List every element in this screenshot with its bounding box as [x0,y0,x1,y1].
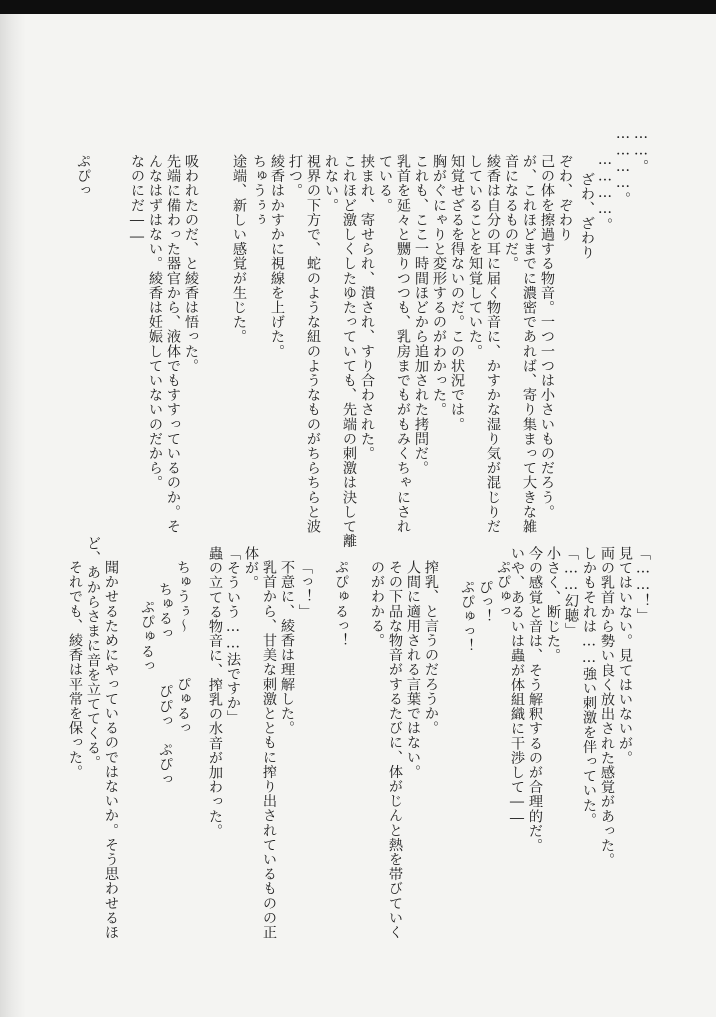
text-line: …………。 [597,152,613,233]
text-line: ぴっ！ [477,580,493,624]
text-line: していることを知覚していた。 [467,154,483,359]
text-line: ……。 [633,126,649,174]
text-line: 乳首を延々と嬲りつつも、乳房までもがもみくちゃにされ [395,154,411,534]
text-line: 見てはいない。見てはいないが。 [617,546,633,765]
text-line: 今の感覚と音は、そう解釈するのが合理的だ。 [527,546,543,853]
text-line: 蟲の立てる物音に、搾乳の水音が加わった。 [207,546,223,838]
text-line: 吸われたのだ、と綾香は悟った。 [183,154,199,373]
text-line: 乳首から、甘美な刺激とともに搾り出されているものの正 [261,560,277,940]
text-line: ぷぴゅっ [495,560,511,619]
text-line: ぷぴゅるっ [139,600,155,673]
text-line: 不意に、綾香は理解した。 [279,560,295,736]
text-line: んなはずはない。綾香は妊娠していないのだから。 [147,154,163,490]
text-line: 「そういう……法ですか」 [225,546,241,725]
text-line: 綾香は自分の耳に届く物音に、かすかな湿り気が混じりだ [485,154,501,534]
text-line: 体が。 [243,546,259,590]
text-line: 「……幻聴」 [563,546,579,638]
text-line: …………。 [615,126,631,207]
text-line: ちゅるっ ぴぴっ ぷぴっ [157,582,173,787]
text-line: 綾香はかすかに視線を上げた。 [269,154,285,359]
text-line: いや、あるいは蟲が体組織に干渉して―― [509,546,525,827]
text-line: 挟まれ、寄せられ、潰され、すり合わされた。 [359,154,375,461]
text-line: 聞かせるためにやっているのではないか。そう思わせるほ [103,560,119,940]
text-line: その下品な物音がするたびに、体がじんと熱を帯びていく [387,560,403,940]
text-line: しかもそれは……強い刺激を伴っていた。 [581,546,597,827]
text-line: ぷぴっ [75,154,91,198]
text-line: これほど激しくしたゆたっていても、先端の刺激は決して離 [341,154,357,549]
text-line: 人間に適用される言葉ではない。 [405,560,421,779]
text-line: のがわかる。 [369,560,385,648]
text-line: 「っ！」 [297,560,313,619]
text-line: 音になるものだ。 [503,154,519,271]
text-line: ぞわ、ぞわり [557,154,573,242]
text-line: ざわ、ざわり [579,172,595,260]
text-line: が、これほどまでに濃密であれば、寄り集まって大きな雑 [521,154,537,534]
text-line: 己の体を擦過する物音。一つ一つは小さいものだろう。 [539,154,555,519]
text-line: なのにだ―― [129,154,145,246]
text-line: 先端に備わった器官から、液体でもすすっているのか。そ [165,154,181,534]
text-line: 途端、新しい感覚が生じた。 [231,154,247,344]
text-line: 視界の下方で、蛇のような紐のようなものがちらちらと波 [305,154,321,534]
text-line: 小さく、断じた。 [545,546,561,663]
text-line: ぷぴゅっ！ [459,580,475,653]
text-line: ている。 [377,154,393,213]
text-line: 知覚せざるを得ないのだ。この状況では。 [449,154,465,432]
text-line: 打つ。 [287,154,303,198]
text-line: 搾乳、と言うのだろうか。 [423,560,439,736]
text-line: 胸がぐにゃりと変形するのがわかった。 [431,154,447,417]
text-line: ど、あからさまに音を立ててくる。 [85,536,101,770]
text-line: ぷぴゅるっ！ [333,560,349,648]
text-line: ちゅうぅ～ ぴゅるっ [175,560,191,736]
text-line: 「……！」 [635,546,651,623]
text-line: 両の乳首から勢い良く放出された感覚があった。 [599,546,615,868]
text-line: それでも、綾香は平常を保った。 [67,560,83,779]
text-line: これも、ここ一時間ほどから追加された拷問だ。 [413,154,429,476]
text-line: れない。 [323,154,339,213]
text-line: ちゅうぅぅ [251,154,267,227]
